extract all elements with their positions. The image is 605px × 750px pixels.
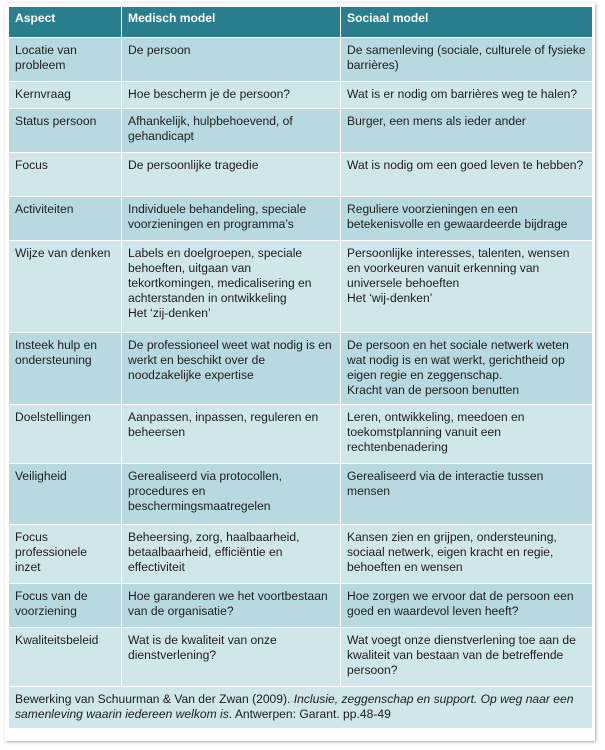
- cell-medical: Individuele behandeling, speciale voorzieningen en programma’s: [122, 197, 341, 241]
- cell-medical: Beheersing, zorg, haalbaarheid, betaalbaarheid, efficiëntie en effectiviteit: [122, 525, 341, 584]
- citation-suffix: . Antwerpen: Garant. pp.48-49: [228, 707, 391, 721]
- cell-social: Kansen zien en grijpen, ondersteuning, sociaal netwerk, eigen kracht en regie, behoeften en wensen: [341, 525, 593, 584]
- cell-social: De samenleving (sociale, culturele of fysieke barrières): [341, 38, 593, 82]
- cell-social: Persoonlijke interesses, talenten, wensen en voorkeuren vanuit erkenning van universele behoeften Het ‘wij-denken’: [341, 241, 593, 333]
- cell-social: De persoon en het sociale netwerk weten wat nodig is en wat werkt, gerichtheid op eigen regie en zeggenschap. Kracht van de persoon benutten: [341, 333, 593, 405]
- header-aspect: Aspect: [9, 7, 122, 38]
- table-row: [9, 38, 593, 82]
- table-frame: [5, 3, 595, 741]
- citation-title: Inclusie, zeggenschap en support. Op weg naar een samenleving waarin iedereen welkom is: [15, 692, 574, 721]
- table-row: [9, 405, 593, 464]
- cell-social: Leren, ontwikkeling, meedoen en toekomstplanning vanuit een rechtenbenadering: [341, 405, 593, 464]
- cell-social: Wat is er nodig om barrières weg te halen?: [341, 82, 593, 109]
- cell-aspect: Kernvraag: [9, 82, 122, 109]
- cell-medical: Labels en doelgroepen, speciale behoeften, uitgaan van tekortkomingen, medicalisering en achterstanden in ontwikkeling Het ‘zij-denken’: [122, 241, 341, 333]
- cell-social: Burger, een mens als ieder ander: [341, 109, 593, 153]
- table-row: [9, 197, 593, 241]
- cell-aspect: Doelstellingen: [9, 405, 122, 464]
- cell-aspect: Activiteiten: [9, 197, 122, 241]
- cell-aspect: Wijze van denken: [9, 241, 122, 333]
- cell-aspect: Kwaliteitsbeleid: [9, 628, 122, 687]
- table-row: [9, 464, 593, 525]
- header-medical-model: Medisch model: [122, 7, 341, 38]
- cell-medical: Afhankelijk, hulpbehoevend, of gehandicapt: [122, 109, 341, 153]
- cell-aspect: Focus van de voorziening: [9, 584, 122, 628]
- cell-medical: Wat is de kwaliteit van onze dienstverlening?: [122, 628, 341, 687]
- cell-medical: De persoon: [122, 38, 341, 82]
- source-citation: [9, 687, 593, 729]
- header-row: [9, 7, 593, 38]
- cell-aspect: Focus professionele inzet: [9, 525, 122, 584]
- cell-aspect: Veiligheid: [9, 464, 122, 525]
- cell-aspect: Status persoon: [9, 109, 122, 153]
- cell-medical: Hoe garanderen we het voortbestaan van de organisatie?: [122, 584, 341, 628]
- comparison-table: [8, 6, 593, 729]
- table-row: [9, 109, 593, 153]
- cell-social: Wat voegt onze dienstverlening toe aan de kwaliteit van bestaan van de betreffende persoon?: [341, 628, 593, 687]
- table-row: [9, 525, 593, 584]
- table-row: [9, 153, 593, 197]
- table-row: [9, 333, 593, 405]
- table-row: [9, 82, 593, 109]
- cell-aspect: Focus: [9, 153, 122, 197]
- cell-social: Reguliere voorzieningen en een betekenisvolle en gewaardeerde bijdrage: [341, 197, 593, 241]
- cell-medical: Aanpassen, inpassen, reguleren en beheersen: [122, 405, 341, 464]
- cell-aspect: Locatie van probleem: [9, 38, 122, 82]
- source-footer-row: [9, 687, 593, 729]
- cell-medical: De professioneel weet wat nodig is en werkt en beschikt over de noodzakelijke expertise: [122, 333, 341, 405]
- table-row: [9, 628, 593, 687]
- cell-aspect: Insteek hulp en ondersteuning: [9, 333, 122, 405]
- cell-social: Wat is nodig om een goed leven te hebben?: [341, 153, 593, 197]
- cell-social: Gerealiseerd via de interactie tussen mensen: [341, 464, 593, 525]
- table-row: [9, 241, 593, 333]
- citation-prefix: Bewerking van Schuurman & Van der Zwan (2009).: [15, 692, 294, 706]
- cell-medical: De persoonlijke tragedie: [122, 153, 341, 197]
- table-row: [9, 584, 593, 628]
- header-social-model: Sociaal model: [341, 7, 593, 38]
- cell-medical: Hoe bescherm je de persoon?: [122, 82, 341, 109]
- cell-medical: Gerealiseerd via protocollen, procedures en beschermingsmaatregelen: [122, 464, 341, 525]
- cell-social: Hoe zorgen we ervoor dat de persoon een goed en waardevol leven heeft?: [341, 584, 593, 628]
